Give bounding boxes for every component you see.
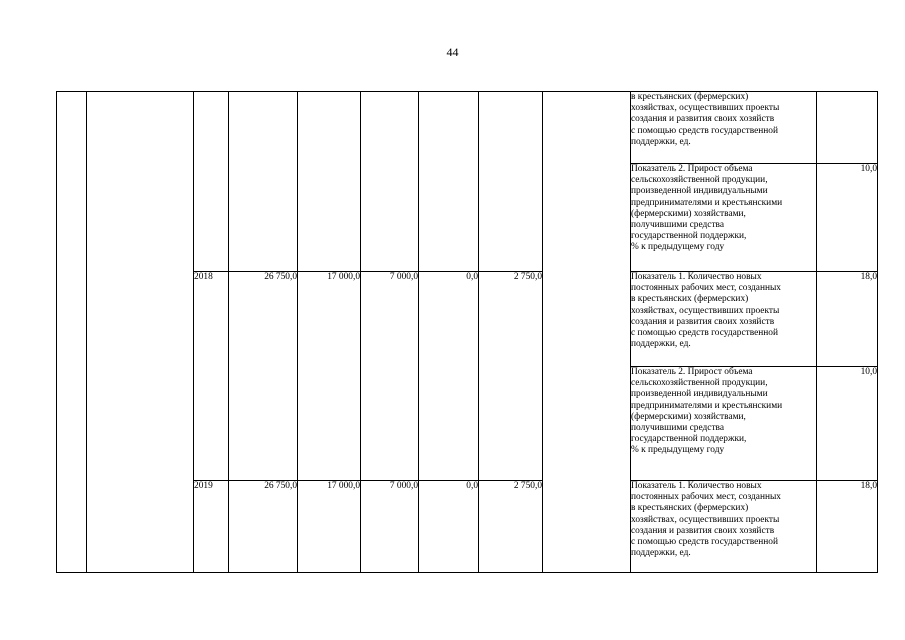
regional-cell: 7 000,0 [361,481,419,573]
local-cell: 0,0 [419,481,479,573]
regional-cell [361,92,419,272]
executor-cell [543,92,631,573]
number-cell [57,92,87,573]
regional-cell: 7 000,0 [361,272,419,481]
indicator-cell: Показатель 1. Количество новых постоянных рабочих мест, созданных в крестьянских (фермерских) хозяйствах, осуществивших проекты создания и развития своих хозяйств с помощью средств государственной поддержки, ед. [631,272,817,367]
indicator-cell: в крестьянских (фермерских) хозяйствах, осуществивших проекты создания и развития своих хозяйств с помощью средств государственной поддержки, ед. [631,92,817,164]
federal-cell [298,92,361,272]
year-cell: 2018 [194,272,229,481]
year-cell [194,92,229,272]
indicator-cell: Показатель 1. Количество новых постоянных рабочих мест, созданных в крестьянских (фермерских) хозяйствах, осуществивших проекты создания и развития своих хозяйств с помощью средств государственной поддержки, ед. [631,481,817,573]
indicator-cell: Показатель 2. Прирост объема сельскохозяйственной продукции, произведенной индивидуальными предпринимателями и крестьянскими (фермерскими) хозяйствами, получившими средства государственной поддержки, % к предыдущему году [631,164,817,272]
page-number: 44 [446,45,459,59]
table-row [57,92,878,164]
local-cell: 0,0 [419,272,479,481]
program-table [56,91,878,573]
total-cell: 26 750,0 [229,481,298,573]
indicator-value: 10,0 [817,164,878,272]
indicator-cell: Показатель 2. Прирост объема сельскохозяйственной продукции, произведенной индивидуальными предпринимателями и крестьянскими (фермерскими) хозяйствами, получившими средства государственной поддержки, % к предыдущему году [631,367,817,481]
indicator-value: 18,0 [817,272,878,367]
total-cell [229,92,298,272]
extra-cell: 2 750,0 [479,481,543,573]
indicator-value: 10,0 [817,367,878,481]
name-cell [87,92,194,573]
total-cell: 26 750,0 [229,272,298,481]
federal-cell: 17 000,0 [298,272,361,481]
extra-cell [479,92,543,272]
indicator-value [817,92,878,164]
federal-cell: 17 000,0 [298,481,361,573]
indicator-value: 18,0 [817,481,878,573]
year-cell: 2019 [194,481,229,573]
extra-cell: 2 750,0 [479,272,543,481]
local-cell [419,92,479,272]
